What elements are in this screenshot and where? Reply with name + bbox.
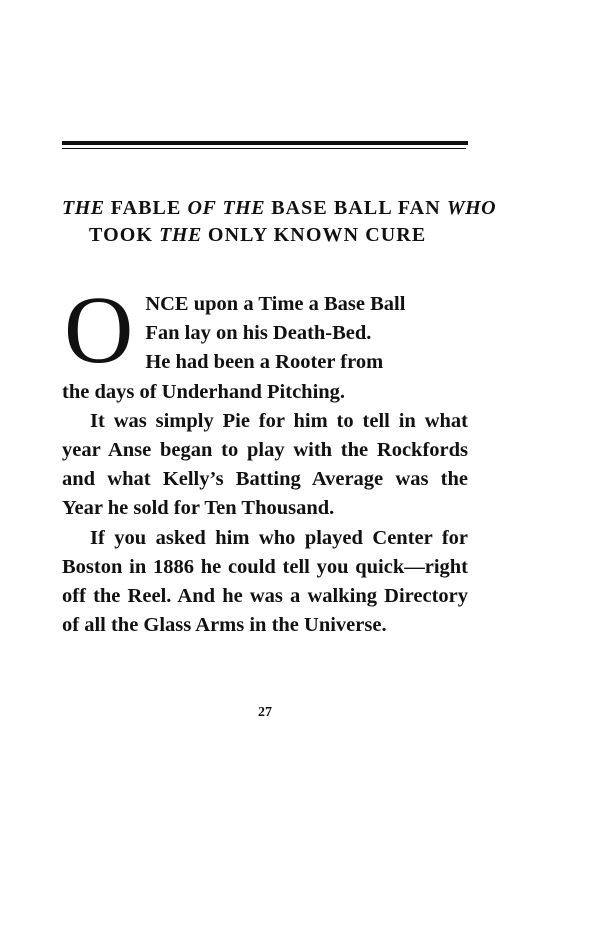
title-word: KNOWN CURE (273, 224, 427, 246)
paragraph-2: It was simply Pie for him to tell in what year Anse began to play with the Rockfords and what Kelly’s Batting Average was the Year he sold for Ten Thousand. (62, 409, 468, 520)
fable-title (62, 195, 499, 249)
paragraph-3: If you asked him who played Center for Boston in 1886 he could tell you quick—right off the Reel. And he was a walking Directory of all the Glass Arms in the Universe. (62, 526, 468, 637)
paragraph-1-line-4: the days of Underhand Pitching. (62, 380, 346, 403)
title-word: BASE BALL (271, 197, 392, 219)
paragraph-1 (62, 276, 468, 407)
paragraph-1-line-2: Fan lay on his Death-Bed. (145, 322, 372, 345)
title-word: THE (62, 197, 105, 219)
paragraph-1-line-1: NCE upon a Time a Base Ball (145, 293, 406, 315)
title-word: THE (159, 224, 202, 246)
paragraph-1-line-3: He had been a Rooter from (145, 351, 384, 374)
title-word: FAN (397, 197, 441, 219)
title-word: FABLE (110, 197, 182, 219)
fable-body (62, 276, 468, 640)
drop-cap: O (64, 276, 134, 383)
title-word: TOOK (89, 224, 154, 246)
title-word: ONLY (207, 224, 268, 246)
title-word: WHO (446, 197, 497, 219)
page-number: 27 (258, 705, 272, 720)
header-rule (62, 141, 468, 145)
title-word: OF (187, 197, 217, 219)
header-rule-thin (62, 148, 466, 149)
title-word: THE (222, 197, 266, 219)
